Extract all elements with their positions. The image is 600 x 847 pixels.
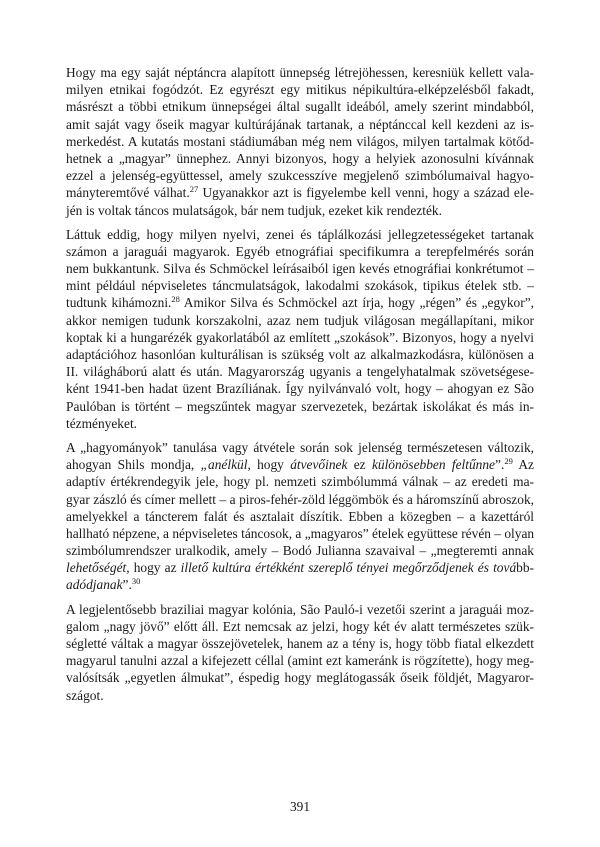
document-body bbox=[66, 64, 534, 711]
text-line: jén is voltak táncos mulatságok, bár nem tudjuk, ezeket kik rendezték. bbox=[66, 202, 442, 218]
paragraph bbox=[66, 439, 534, 594]
text-line: A legjelentősebb braziliai magyar kolónia, São Pauló-i vezetői szerint a jaraguái moz- bbox=[66, 601, 534, 617]
text-line: amit saját vagy őseik magyar kultúrájának tartanak, a néptánccal kell kezdeni az is- bbox=[66, 116, 534, 132]
italic-quote: különösebben feltűnne bbox=[371, 457, 496, 473]
text-line: ként 1941-ben hadat üzent Brazíliának. Így nyilvánvaló volt, hogy – ahogyan ez São bbox=[66, 381, 534, 397]
text-line: amelyekkel a táncterem falát és asztalait díszítik. Ebben a közegben – a kazettáról bbox=[66, 508, 534, 524]
text-line: magyarul tanulni azzal a kifejezett céllal (amint ezt kameránk is rögzítette), hogy meg- bbox=[66, 653, 534, 669]
text-line: adaptációhoz hasonlóan kulturálisan is szükség volt az alkalmazkodásra, különösen a bbox=[66, 347, 534, 362]
text-line: ezzel a jelenség-együttessel, amely szukcesszíve megjelenő szimbólumaival hagyo- bbox=[66, 168, 534, 184]
text-line: tudtunk kihámozni.$^{28}$ Amikor Silva és Schmöckel azt írja, hogy „régen” és „egykor”, bbox=[66, 294, 534, 311]
text-line: adódjanak”.$^{30}$ bbox=[66, 576, 141, 593]
text-line: hetnek a „magyar” ünnephez. Annyi bizonyos, hogy a helyiek azonosulni kívánnak bbox=[66, 150, 534, 166]
text-line: merkedést. A kutatás mostani stádiumában még nem világos, milyen tartalmak kötőd- bbox=[66, 133, 534, 149]
text-line: nem bukkantunk. Silva és Schmöckel leírásaiból igen kevés etnográfiai konkrétumot – bbox=[66, 261, 534, 277]
text-line: szágot. bbox=[66, 687, 104, 703]
text-line: gyar zászló és címer mellett – a piros-fehér-zöld léggömbök és a háromszínű abroszok, bbox=[66, 491, 534, 507]
paragraph bbox=[66, 601, 534, 704]
text-line: másrészt a többi etnikum ünnepségei által sugallt ideából, amely szerint mindabból, bbox=[66, 99, 534, 115]
paragraph bbox=[66, 226, 534, 432]
text-line: mányteremtővé válhat.$^{27}$ Ugyanakkor azt is figyelembe kell venni, hogy a század ele- bbox=[66, 184, 535, 201]
footnote-ref: 30 bbox=[131, 576, 141, 587]
text-line: milyen etnikai fogódzót. Ez egyrészt egy mitikus népikultúra-elképzelésből fakadt, bbox=[66, 82, 534, 98]
italic-quote: „anélkül, bbox=[200, 457, 251, 473]
italic-quote: adódjanak bbox=[66, 577, 123, 593]
text-line: Paulóban is történt – megszűntek magyar szervezetek, bezártak iskolákat és más in- bbox=[66, 398, 534, 414]
text-line: Hogy ma egy saját néptáncra alapított ünnepség létrejöhessen, keresniük kellett vala- bbox=[66, 65, 534, 80]
italic-quote: illető kultúra értékként szereplő tényei megőrződjenek és tová bbox=[180, 560, 517, 576]
text-line: Láttuk eddig, hogy milyen nyelvi, zenei és táplálkozási jellegzetességeket tartanak bbox=[66, 226, 534, 242]
text-line: szimbólumrendszer uralkodik, amely – Bodó Julianna szavaival – „megteremti annak bbox=[66, 543, 534, 559]
text-line: ahogyan Shils mondja, „anélkül, hogy átvevőinek ez különösebben feltűnne”.$^{29}$ Az bbox=[66, 456, 534, 473]
text-line: adaptív értékrendegyik jele, hogy pl. nemzeti szimbólummá válnak – az eredeti ma- bbox=[66, 474, 534, 490]
text-line: galom „nagy jövő” előtt áll. Ezt nemcsak az jelzi, hogy két év alatt természetes szük- bbox=[66, 618, 534, 634]
text-line: számon a jaraguái magyarok. Egyéb etnográfiai specifikumra a terepfelmérés során bbox=[66, 243, 534, 259]
page-number: 391 bbox=[289, 799, 311, 814]
text-line: akkor nemigen tudunk korszakolni, azaz nem tudjuk világosan megállapítani, mikor bbox=[66, 312, 534, 328]
text-line: II. világháború alatt és után. Magyarország ugyanis a tengelyhatalmak szövetségese- bbox=[66, 364, 534, 380]
text-line: lehetőségét, hogy az illető kultúra értékként szereplő tényei megőrződjenek és tovább- bbox=[66, 560, 534, 576]
footnote-ref: 28 bbox=[171, 294, 180, 305]
text-line: ségletté váltak a magyar összejövetelek, hanem az a tény is, hogy több fiatal elkezdett bbox=[66, 636, 534, 651]
footnote-ref: 29 bbox=[504, 456, 513, 467]
paragraph bbox=[66, 64, 534, 219]
text-line: hallható népzene, a népviseletes táncosok, a „magyaros” ételek együttese révén – olyan bbox=[66, 525, 535, 541]
italic-quote: lehetőségét, bbox=[66, 560, 130, 576]
footnote-ref: 27 bbox=[189, 184, 199, 195]
text-line: mint például népviseletes táncmulatságok, lakodalmi szokások, tipikus ételek stb. – bbox=[66, 278, 534, 294]
text-line: koptak ki a hungarézék gyakorlatából az említett „szokások”. Bizonyos, hogy a nyelvi bbox=[66, 329, 534, 345]
italic-quote: átvevőinek bbox=[290, 457, 348, 473]
text-line: A „hagyományok” tanulása vagy átvétele során sok jelenség természetesen változik, bbox=[66, 439, 534, 455]
text-line: tézményeket. bbox=[66, 415, 138, 431]
text-line: valósítsák „egyetlen álmukat”, éspedig hogy meglátogassák őseik földjét, Magyaror- bbox=[66, 670, 534, 686]
